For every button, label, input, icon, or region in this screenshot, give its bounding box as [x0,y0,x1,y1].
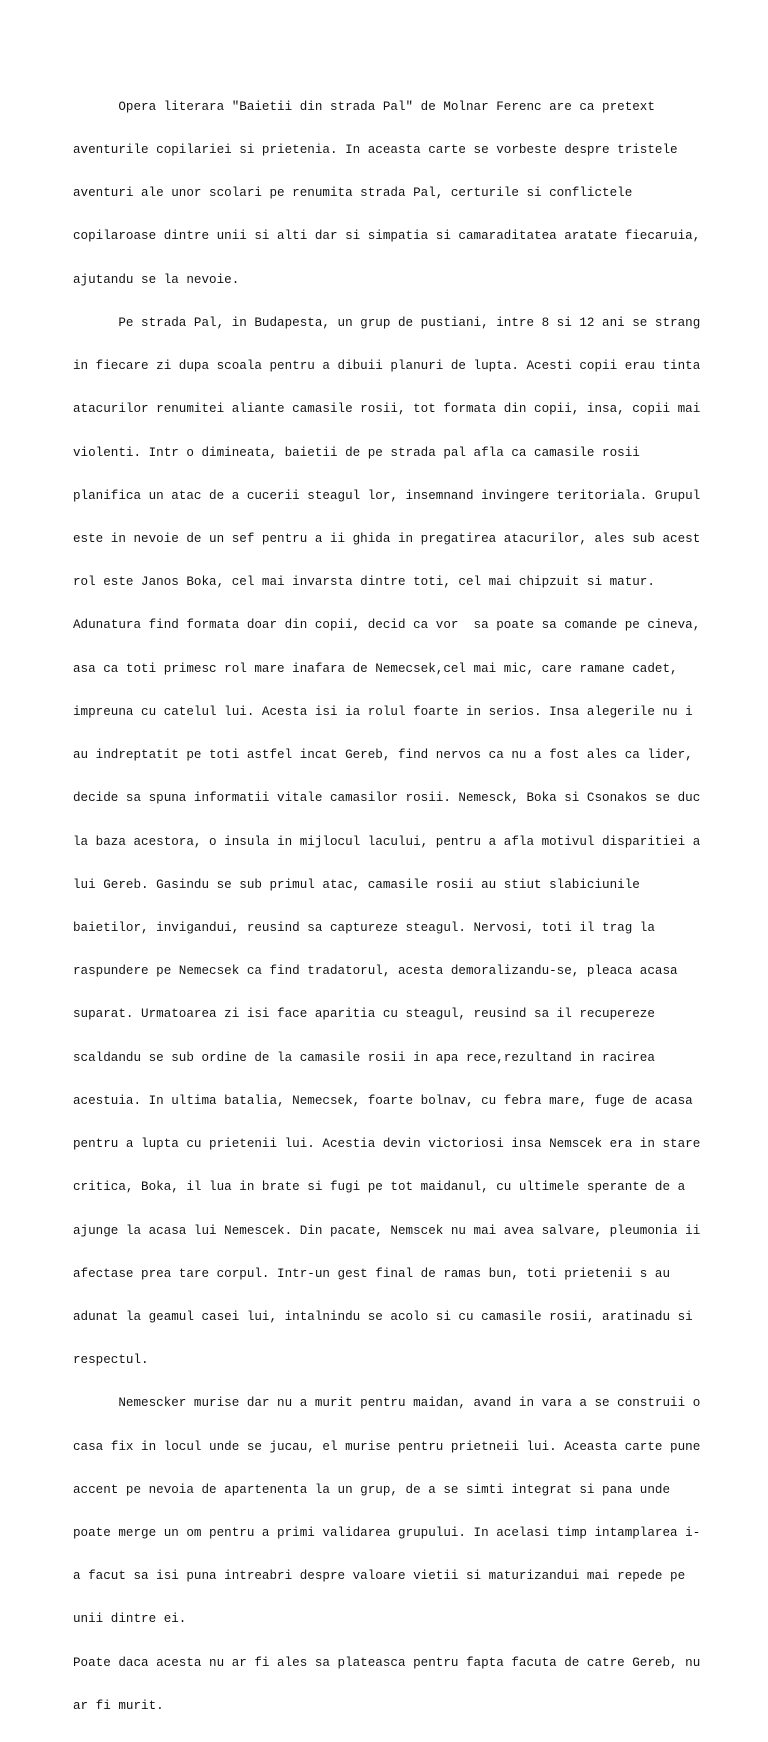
text-line: casa fix in locul unde se jucau, el murise pentru prietneii lui. Aceasta carte pune [73,1439,701,1454]
text-line: afectase prea tare corpul. Intr-un gest final de ramas bun, toti prietenii s au [73,1266,671,1281]
text-line: Nemescker murise dar nu a murit pentru maidan, avand in vara a se construii o [73,1396,701,1411]
text-line: este in nevoie de un sef pentru a ii ghida in pregatirea atacurilor, ales sub acest [73,532,701,546]
text-line: au indreptatit pe toti astfel incat Gereb, find nervos ca nu a fost ales ca lider, [73,748,693,763]
text-line: in fiecare zi dupa scoala pentru a dibuii planuri de lupta. Acesti copii erau tinta [73,359,701,374]
text-line: ajunge la acasa lui Nemescek. Din pacate, Nemscek nu mai avea salvare, pleumonia ii [73,1223,701,1238]
text-line: violenti. Intr o dimineata, baietii de pe strada pal afla ca camasile rosii [73,445,640,460]
text-line: Adunatura find formata doar din copii, decid ca vor sa poate sa comande pe cineva, [73,618,701,633]
text-line: baietilor, invigandui, reusind sa captureze steagul. Nervosi, toti il trag la [73,920,655,935]
text-line: asa ca toti primesc rol mare inafara de Nemecsek,cel mai mic, care ramane cadet, [73,661,678,676]
text-line: la baza acestora, o insula in mijlocul lacului, pentru a afla motivul disparitiei a [73,834,701,849]
text-line: copilaroase dintre unii si alti dar si simpatia si camaraditatea aratate fiecaruia, [73,229,701,244]
text-line: Pe strada Pal, in Budapesta, un grup de pustiani, intre 8 si 12 ani se strang [73,315,701,330]
text-line: planifica un atac de a cucerii steagul lor, insemnand invingere teritoriala. Grupul [73,488,701,503]
text-line: atacurilor renumitei aliante camasile rosii, tot formata din copii, insa, copii mai [73,402,701,417]
text-line: rol este Janos Boka, cel mai invarsta dintre toti, cel mai chipzuit si matur. [73,575,655,590]
text-line: a facut sa isi puna intreabri despre valoare vietii si maturizandui mai repede pe [73,1569,686,1584]
text-line: raspundere pe Nemecsek ca find tradatorul, acesta demoralizandu-se, pleaca acasa [73,964,678,979]
text-line: critica, Boka, il lua in brate si fugi pe tot maidanul, cu ultimele sperante de a [73,1180,686,1195]
text-line: accent pe nevoia de apartenenta la un grup, de a se simti integrat si pana unde [73,1482,671,1497]
text-line: impreuna cu catelul lui. Acesta isi ia rolul foarte in serios. Insa alegerile nu i [73,704,693,719]
text-line: aventuri ale unor scolari pe renumita strada Pal, certurile si conflictele [73,186,633,201]
text-line: pentru a lupta cu prietenii lui. Acestia devin victoriosi insa Nemscek era in stare [73,1137,701,1152]
text-line: Poate daca acesta nu ar fi ales sa plateasca pentru fapta facuta de catre Gereb, nu [73,1655,701,1670]
body-text [73,71,713,1742]
text-line: acestuia. In ultima batalia, Nemecsek, foarte bolnav, cu febra mare, fuge de acasa [73,1093,693,1108]
text-line: decide sa spuna informatii vitale camasilor rosii. Nemesck, Boka si Csonakos se duc [73,791,701,806]
text-line: respectul. [73,1353,149,1368]
text-line: unii dintre ei. [73,1612,187,1627]
text-line: ar fi murit. [73,1698,164,1713]
text-line: Opera literara "Baietii din strada Pal" de Molnar Ferenc are ca pretext [73,99,655,114]
text-line: ajutandu se la nevoie. [73,272,240,287]
text-line: suparat. Urmatoarea zi isi face aparitia cu steagul, reusind sa il recupereze [73,1007,655,1022]
text-line: aventurile copilariei si prietenia. In aceasta carte se vorbeste despre tristele [73,143,678,158]
text-line: lui Gereb. Gasindu se sub primul atac, camasile rosii au stiut slabiciunile [73,877,640,892]
text-line: poate merge un om pentru a primi validarea grupului. In acelasi timp intamplarea i- [73,1526,701,1541]
text-line: adunat la geamul casei lui, intalnindu se acolo si cu camasile rosii, aratinadu si [73,1309,693,1324]
text-line: scaldandu se sub ordine de la camasile rosii in apa rece,rezultand in racirea [73,1050,655,1065]
